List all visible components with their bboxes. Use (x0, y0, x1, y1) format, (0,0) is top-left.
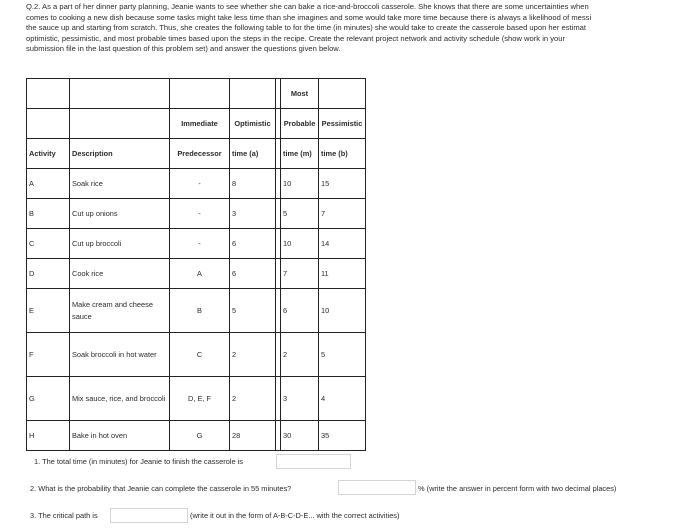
activity-table (26, 78, 366, 451)
activity-cell: B (27, 199, 70, 229)
predecessor-cell: D, E, F (170, 377, 230, 421)
time-m-cell: 30 (281, 421, 319, 451)
header-optimistic: Optimistic (230, 109, 276, 139)
header-most: Most (281, 79, 319, 109)
table-row (27, 421, 366, 451)
time-b-cell: 5 (319, 333, 366, 377)
time-m-cell: 2 (281, 333, 319, 377)
time-a-cell: 6 (230, 229, 276, 259)
question-1-answer-input[interactable] (276, 454, 351, 469)
table-row (27, 199, 366, 229)
time-m-cell: 5 (281, 199, 319, 229)
time-b-cell: 4 (319, 377, 366, 421)
table-header-row (27, 109, 366, 139)
question-2-hint: % (write the answer in percent form with two decimal places) (418, 484, 617, 493)
question-2-label: 2. What is the probability that Jeanie can complete the casserole in 55 minutes? (30, 484, 292, 493)
header-time-b: time (b) (319, 139, 366, 169)
time-b-cell: 35 (319, 421, 366, 451)
description-cell: Make cream and cheese sauce (70, 289, 170, 333)
activity-cell: E (27, 289, 70, 333)
time-b-cell: 11 (319, 259, 366, 289)
time-a-cell: 8 (230, 169, 276, 199)
problem-statement (26, 2, 696, 55)
time-m-cell: 10 (281, 229, 319, 259)
time-b-cell: 10 (319, 289, 366, 333)
predecessor-cell: C (170, 333, 230, 377)
time-m-cell: 3 (281, 377, 319, 421)
question-2-answer-input[interactable] (338, 480, 416, 495)
header-probable: Probable (281, 109, 319, 139)
question-3-label: 3. The critical path is (30, 511, 98, 520)
intro-line: comes to cooking a new dish because some tasks might take less time than she imagines and some would take more time because there is always a likelihood of messi (26, 12, 592, 22)
time-b-cell: 14 (319, 229, 366, 259)
header-immediate: Immediate (170, 109, 230, 139)
time-m-cell: 7 (281, 259, 319, 289)
table-row (27, 289, 366, 333)
description-cell: Cut up onions (70, 199, 170, 229)
table-row (27, 169, 366, 199)
header-pessimistic: Pessimistic (319, 109, 366, 139)
time-a-cell: 2 (230, 377, 276, 421)
time-a-cell: 6 (230, 259, 276, 289)
table-header-row (27, 139, 366, 169)
intro-line: optimistic, pessimistic, and most probable times based upon the steps in the recipe. Create the relevant project network and activity schedule (show work in your (26, 33, 565, 43)
time-m-cell: 6 (281, 289, 319, 333)
intro-line: submission file in the last question of this problem set) and answer the questions given below. (26, 44, 341, 54)
time-a-cell: 5 (230, 289, 276, 333)
predecessor-cell: B (170, 289, 230, 333)
description-cell: Mix sauce, rice, and broccoli (70, 377, 170, 421)
header-description: Description (70, 139, 170, 169)
question-3-hint: (write it out in the form of A-B-C-D-E... with the correct activities) (190, 511, 400, 520)
table-row (27, 377, 366, 421)
activity-cell: C (27, 229, 70, 259)
question-1-label: 1. The total time (in minutes) for Jeanie to finish the casserole is (34, 457, 243, 466)
time-m-cell: 10 (281, 169, 319, 199)
predecessor-cell: - (170, 169, 230, 199)
description-cell: Cook rice (70, 259, 170, 289)
header-time-m: time (m) (281, 139, 319, 169)
description-cell: Bake in hot oven (70, 421, 170, 451)
header-time-a: time (a) (230, 139, 276, 169)
activity-cell: H (27, 421, 70, 451)
activity-cell: D (27, 259, 70, 289)
time-a-cell: 28 (230, 421, 276, 451)
table-header-row (27, 79, 366, 109)
activity-cell: F (27, 333, 70, 377)
time-a-cell: 2 (230, 333, 276, 377)
predecessor-cell: - (170, 199, 230, 229)
header-activity: Activity (27, 139, 70, 169)
description-cell: Cut up broccoli (70, 229, 170, 259)
intro-line: the sauce up and starting from scratch. Thus, she creates the following table to for the time (in minutes) she would take to create the casserole based upon her estimat (26, 23, 586, 33)
question-3-answer-input[interactable] (110, 508, 188, 523)
time-a-cell: 3 (230, 199, 276, 229)
predecessor-cell: G (170, 421, 230, 451)
predecessor-cell: A (170, 259, 230, 289)
predecessor-cell: - (170, 229, 230, 259)
table-row (27, 259, 366, 289)
header-predecessor: Predecessor (170, 139, 230, 169)
table-row (27, 333, 366, 377)
activity-cell: G (27, 377, 70, 421)
description-cell: Soak rice (70, 169, 170, 199)
time-b-cell: 7 (319, 199, 366, 229)
intro-line: Q.2. As a part of her dinner party planning, Jeanie wants to see whether she can bake a rice-and-broccoli casserole. She knows that there are some uncertainties when (26, 2, 589, 11)
table-row (27, 229, 366, 259)
activity-cell: A (27, 169, 70, 199)
time-b-cell: 15 (319, 169, 366, 199)
description-cell: Soak broccoli in hot water (70, 333, 170, 377)
